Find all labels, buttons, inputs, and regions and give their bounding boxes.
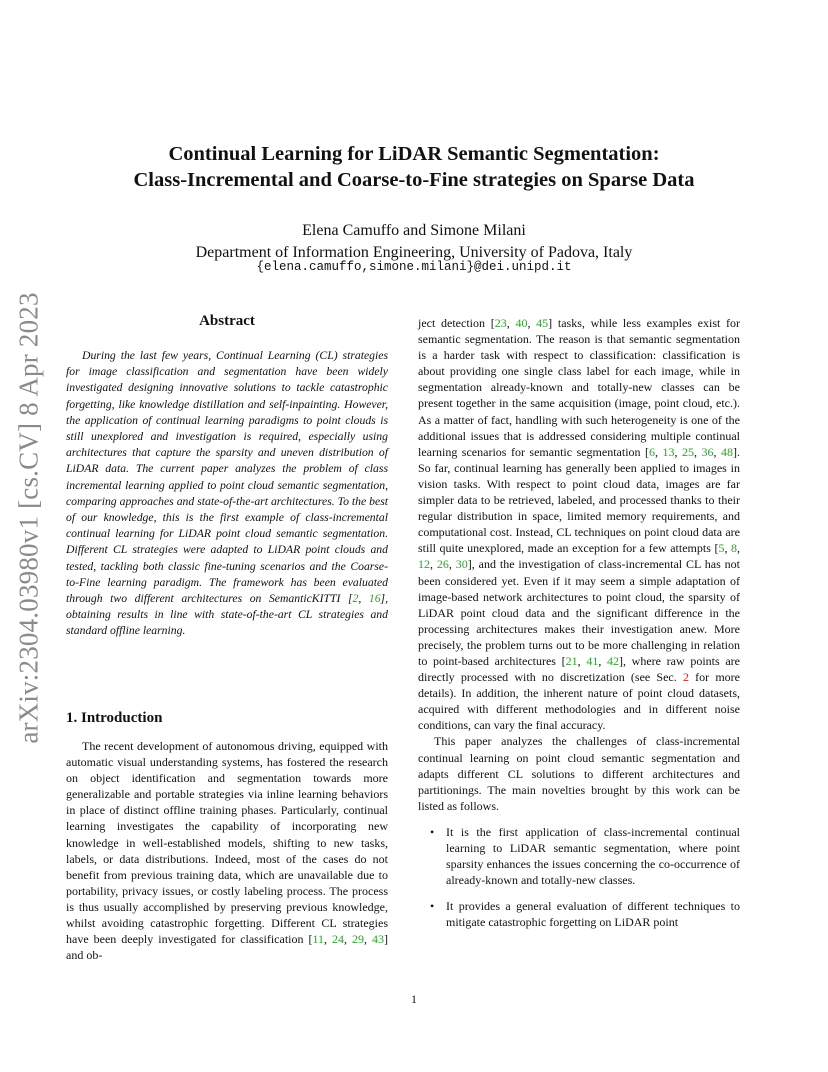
title-line-1: Continual Learning for LiDAR Semantic Segmentation: xyxy=(168,143,660,165)
citation-link[interactable]: 42 xyxy=(607,653,620,668)
citation-link[interactable]: 43 xyxy=(372,932,384,947)
author-block xyxy=(100,220,728,264)
text-run: ]. So far, continual learning has generally been applied to images in vision tasks. With respect to point cloud data, images are far simpler data to be retrieved, labeled, and processed thanks to their regular distribution in space, limited memory requirements, and computational cost. Instead, CL techniques on point cloud data are still quite unexplored, made an exception for a few attempts [ xyxy=(418,444,741,556)
title-line-2: Class-Incremental and Coarse-to-Fine strategies on Sparse Data xyxy=(133,169,695,191)
list-item xyxy=(418,898,740,930)
section-link[interactable]: 2 xyxy=(682,670,689,685)
citation-link[interactable]: 24 xyxy=(332,932,345,947)
intro-heading: 1. Introduction xyxy=(66,710,163,726)
text-run: ], and the investigation of class-incremental CL has not been considered yet. Even if it may seem a simple adaptation of image-based network architectures to point cloud, the sparsity of LiDAR point cloud data and the significant difference in the processing architectures makes their investigation anew. More precisely, the problem turns out to be more challenging in relation to point-based architectures [ xyxy=(418,557,741,668)
citation-link[interactable]: 30 xyxy=(455,557,468,572)
list-item-text: It is the first application of class-incremental continual learning to LiDAR semantic segmentation, where point sparsity enhances the issues concerning the co-occurrence of already-known and totally-new classes. xyxy=(446,824,740,888)
citation-link[interactable]: 26 xyxy=(436,557,449,572)
author-names: Elena Camuffo and Simone Milani xyxy=(302,222,526,239)
citation-link[interactable]: 45 xyxy=(536,316,549,330)
text-run: ], where raw points are directly processed with no discretization (see Sec. xyxy=(418,653,741,685)
list-item-text: It provides a general evaluation of different techniques to mitigate catastrophic forgetting on LiDAR point xyxy=(446,899,740,930)
abstract-part-a: During the last few years, Continual Learning (CL) strategies for image classification and segmentation have been widely investigated designing innovative solutions to tackle catastrophic forgetting, like knowledge distillation and self-inpainting. However, the application of continual learning paradigms to point clouds is still unexplored and investigation is required, especially using architectures that capture the sparsity and uneven distribution of LiDAR data. The current paper analyzes the problem of class incremental learning applied to point cloud semantic segmentation, comparing approaches and state-of-the-art architectures. To the best of our knowledge, this is the first example of class-incremental continual learning for LiDAR point cloud semantic segmentation. Different CL strategies were adapted to LiDAR point clouds and tested, tackling both classic fine-tuning scenarios and the Coarse-to-Fine learning paradigm. The framework has been evaluated through two different architectures on SemanticKITTI [ xyxy=(66,349,388,606)
citation-link[interactable]: 8 xyxy=(731,541,738,556)
citation-separator: , xyxy=(358,592,369,606)
intro-text: The recent development of autonomous driving, equipped with automatic visual understanding systems, has fostered the research on object identification and segmentation towards more generalizable and portable strategies via inline learning behaviors in place of distinct offline training phases. Particularly, continual learning investigates the capability of incorporating new knowledge in well-established models, shifting to new tasks, labels, or data distributions. Indeed, most of the cases do not benefit from previous training data, which are unavailable due to portability, privacy issues, or costly labeling process. The process is thus usually accomplished by preserving previous knowledge, whilst avoiding catastrophic forgetting. Different CL strategies have been deeply investigated for classification [11, 24, 29, 43] and ob- xyxy=(66,739,388,963)
author-email: {elena.camuffo,simone.milani}@dei.unipd.it xyxy=(256,260,572,274)
paper-title xyxy=(100,141,728,193)
citation-link[interactable]: 29 xyxy=(352,932,365,947)
bullet-icon: • xyxy=(430,824,435,839)
citation-link[interactable]: 2 xyxy=(352,592,359,606)
citation-link[interactable]: 36 xyxy=(701,444,714,459)
citation-link[interactable]: 23 xyxy=(494,316,507,330)
citation-link[interactable]: 11 xyxy=(312,932,325,947)
text-run: ject detection [ xyxy=(418,316,495,330)
citation-link[interactable]: 25 xyxy=(682,444,695,459)
right-column xyxy=(418,315,740,940)
citation-link[interactable]: 41 xyxy=(586,653,599,668)
bullet-icon: • xyxy=(430,899,435,914)
citation-link[interactable]: 40 xyxy=(515,316,528,330)
affiliation: Department of Information Engineering, University of Padova, Italy xyxy=(195,244,633,261)
abstract-text xyxy=(66,348,388,640)
citation-link[interactable]: 16 xyxy=(368,592,381,606)
citation-link[interactable]: 6 xyxy=(649,444,656,459)
arxiv-stamp xyxy=(6,290,52,745)
citation-link[interactable]: 48 xyxy=(721,444,734,459)
citation-link[interactable]: 13 xyxy=(662,444,675,459)
page-number: 1 xyxy=(411,992,417,1006)
citation-link[interactable]: 5 xyxy=(718,541,725,556)
arxiv-id: arXiv:2304.03980v1 [cs.CV] 8 Apr 2023 xyxy=(13,291,44,744)
citation-link[interactable]: 12 xyxy=(418,557,430,572)
contributions-list xyxy=(418,824,740,931)
paragraph: This paper analyzes the challenges of class-incremental continual learning on point cloud semantic segmentation and adapts different CL solutions to different architectures and partitionings. The main novelties brought by this work can be listed as follows. xyxy=(418,734,740,813)
abstract-heading: Abstract xyxy=(199,313,255,329)
text-run: for more details). In addition, the inherent nature of point cloud datasets, acquired with different methodologies and in different noise conditions, can vary the final accuracy. xyxy=(418,670,740,733)
paragraph: ject detection [23, 40, 45] tasks, while less examples exist for semantic segmentation. The reason is that semantic segmentation is a harder task with respect to classification: classification is about providing one single class label for each image, while in segmentation already-known and totally-new classes can be present together in the same acquisition (image, point cloud, etc.). As a matter of fact, handling with such heterogeneity is one of the additional issues that is addressed considering multiple continual learning scenarios for semantic segmentation [6, 13, 25, 36, 48]. So far, continual learning has generally been applied to images in vision tasks. With respect to point cloud data, images are far simpler data to be retrieved, labeled, and processed thanks to their regular distribution in space, limited memory requirements, and computational cost. Instead, CL techniques on point cloud data are still quite unexplored, made an exception for a few attempts [5, 8, 12, 26, 30], and the investigation of class-incremental CL has not been considered yet. Even if it may seem a simple adaptation of image-based network architectures to point cloud, the sparsity of LiDAR point cloud data and the significant difference in the processing architectures makes their investigation anew. More precisely, the problem turns out to be more challenging in relation to point-based architectures [21, 41, 42], where raw points are directly processed with no discretization (see Sec. 2 for more details). In addition, the inherent nature of point cloud datasets, acquired with different methodologies and in different noise conditions, can vary the final accuracy. xyxy=(418,316,741,733)
abstract-part-b: ], obtaining results in line with state-of-the-art CL strategies and standard offline learning. xyxy=(66,592,389,638)
list-item xyxy=(418,824,740,888)
text-run: ] tasks, while less examples exist for semantic segmentation. The reason is that semantic segmentation is a harder task with respect to classification: classification is about providing one single class label for each image, while in segmentation already-known and totally-new classes can be present together in the same acquisition (image, point cloud, etc.). As a matter of fact, handling with such heterogeneity is one of the additional issues that is addressed considering multiple continual learning scenarios for semantic segmentation [ xyxy=(418,316,741,459)
citation-link[interactable]: 21 xyxy=(565,653,578,668)
intro-part-a: The recent development of autonomous driving, equipped with automatic visual understanding systems, has fostered the research on object identification and segmentation towards more generalizable and portable strategies via inline learning behaviors in place of distinct offline training phases. Particularly, continual learning investigates the capability of incorporating new knowledge in well-established models, shifting to new tasks, labels, or data distributions. Indeed, most of the cases do not benefit from previous training data, which are unavailable due to portability, privacy issues, or costly labeling process. The process is thus usually accomplished by preserving previous knowledge, whilst avoiding catastrophic forgetting. Different CL strategies have been deeply investigated for classification [ xyxy=(66,739,388,947)
intro-part-b: ] and ob- xyxy=(66,932,388,963)
